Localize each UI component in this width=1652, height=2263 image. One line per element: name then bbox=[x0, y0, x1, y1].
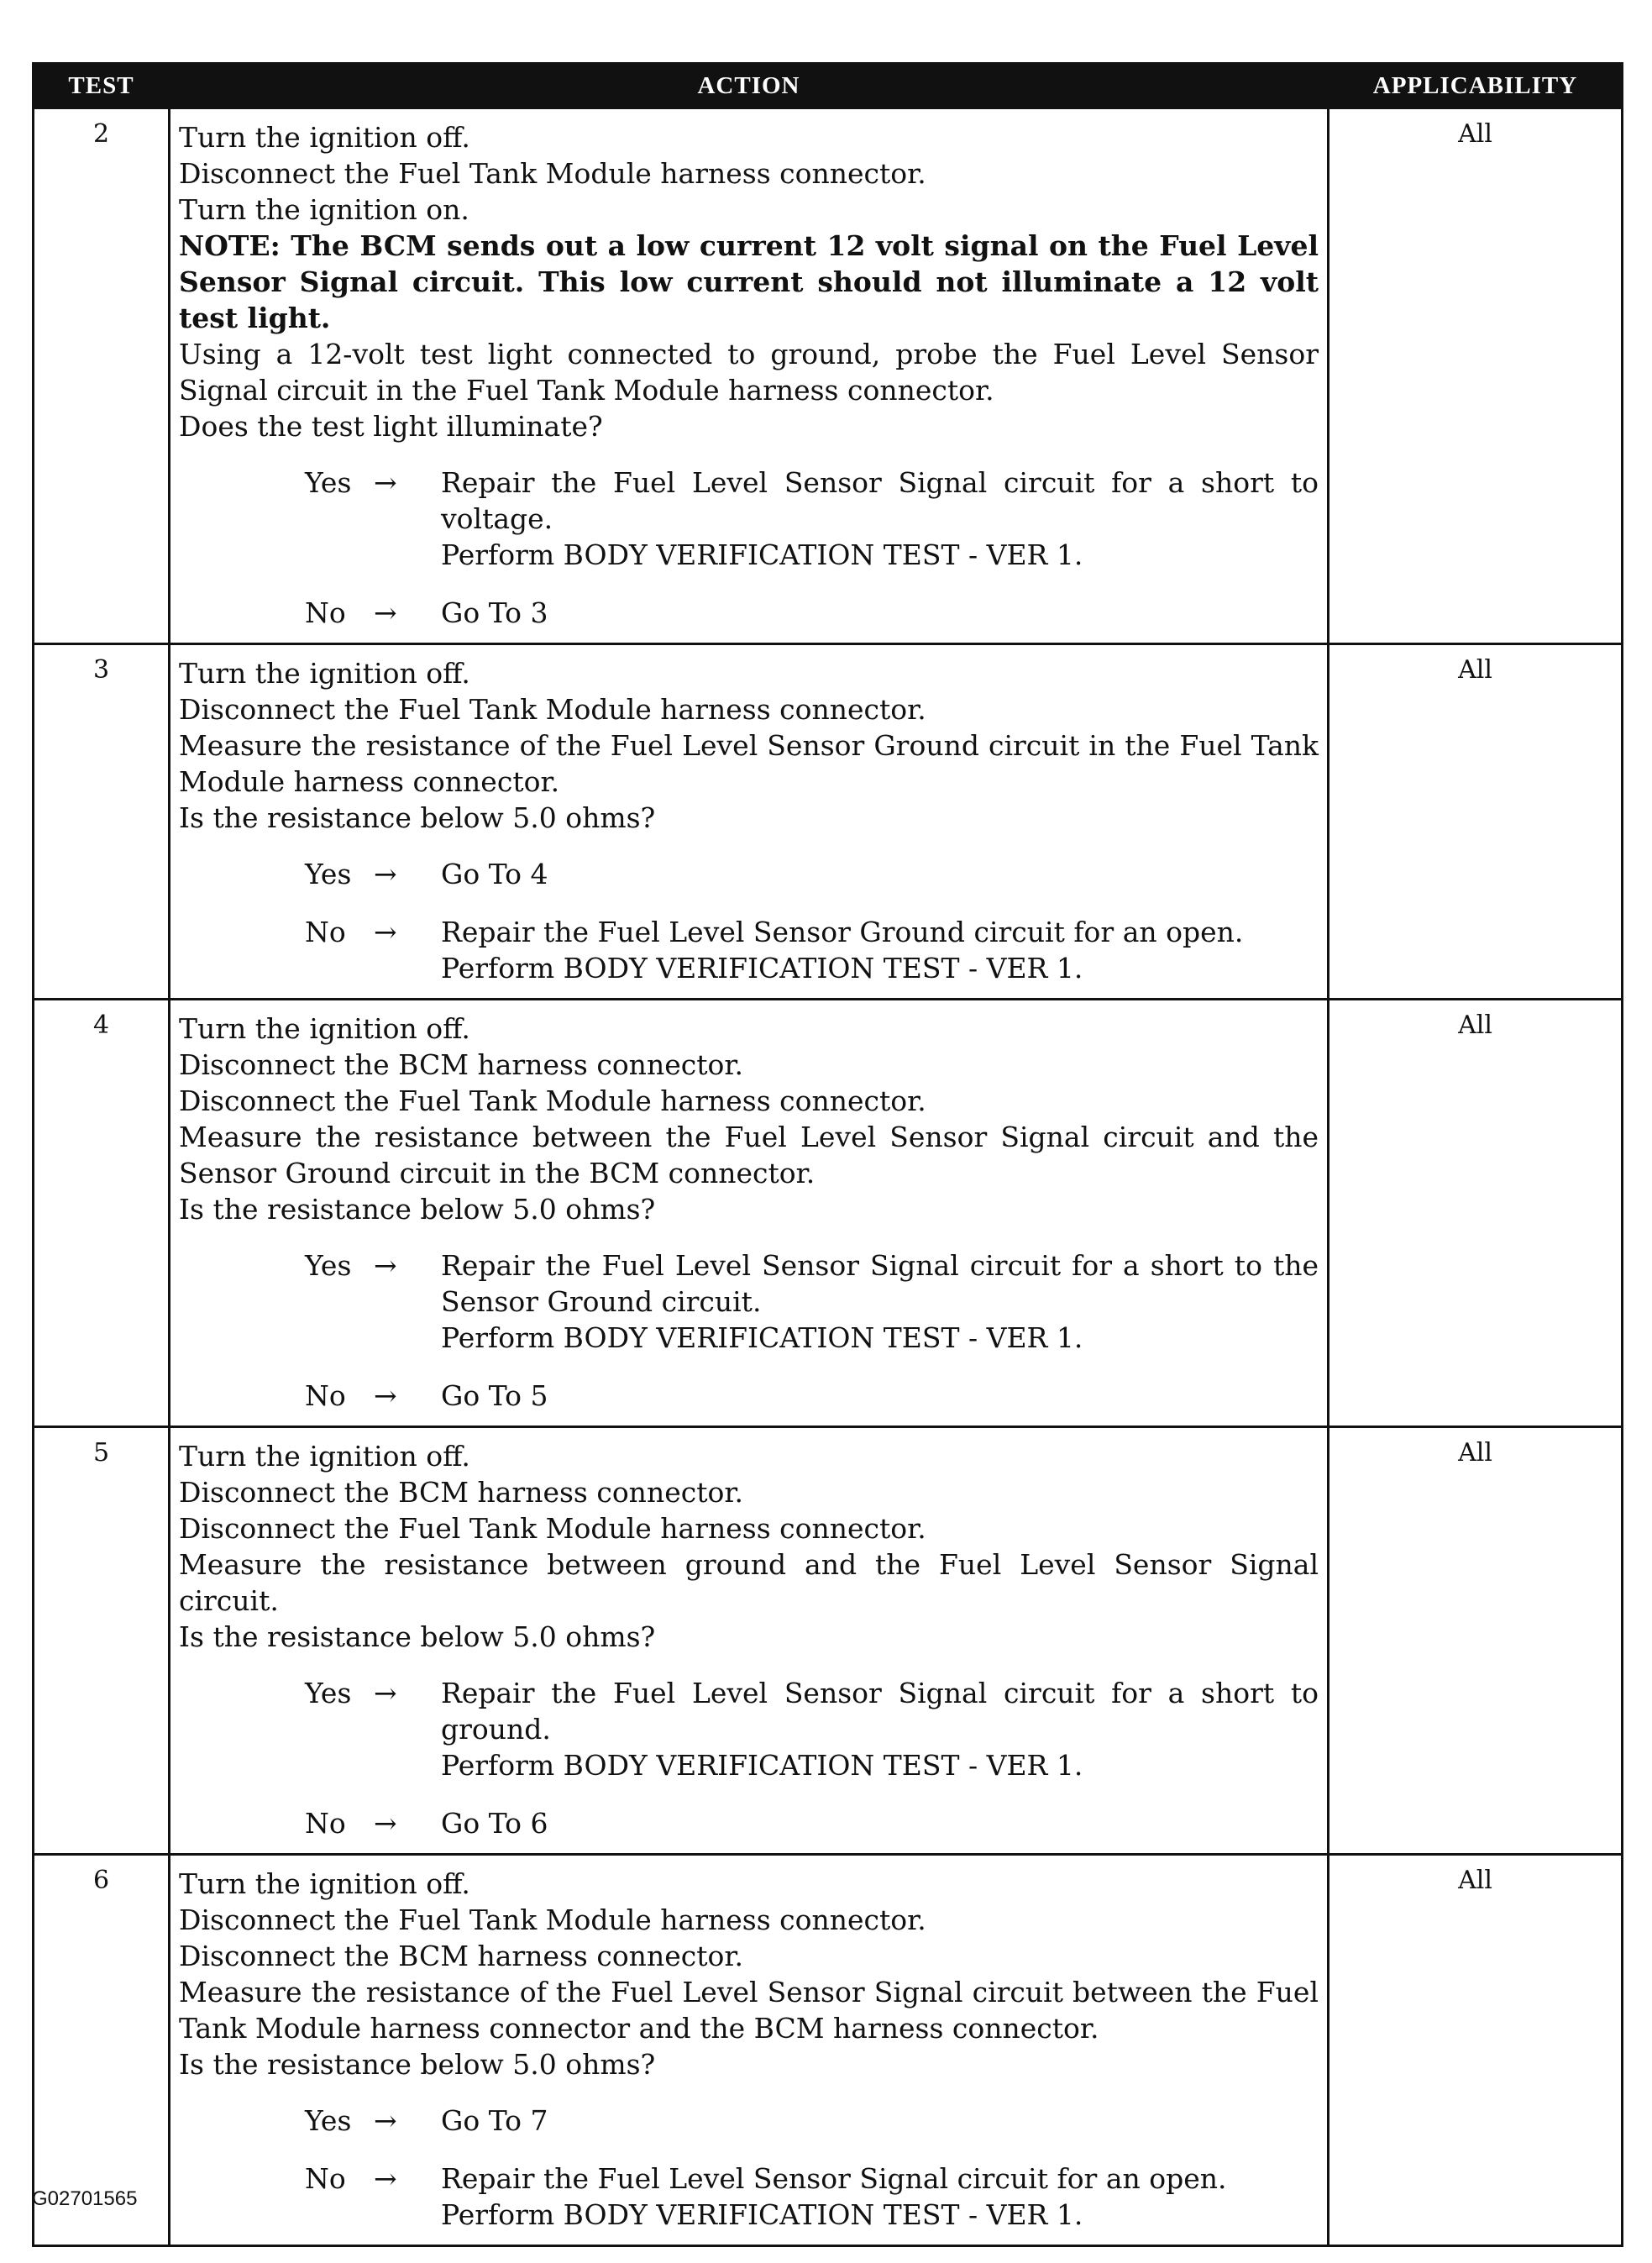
step-text: Measure the resistance of the Fuel Level Sensor Signal circuit between the Fuel Tank Module harness connector and the BCM harness connector. bbox=[179, 1976, 1319, 2045]
result-line: Perform BODY VERIFICATION TEST - VER 1. bbox=[441, 1321, 1083, 1354]
right-arrow-icon: → bbox=[374, 466, 397, 499]
outcome-yes bbox=[305, 465, 1319, 573]
step-text: Turn the ignition off. bbox=[179, 657, 470, 690]
step-text: Measure the resistance between the Fuel Level Sensor Signal circuit and the Sensor Ground circuit in the BCM connector. bbox=[179, 1121, 1319, 1189]
outcome-no bbox=[305, 1378, 1319, 1414]
header-action: ACTION bbox=[170, 64, 1329, 108]
step-text: Turn the ignition off. bbox=[179, 1867, 470, 1900]
step-text: Turn the ignition on. bbox=[179, 193, 469, 226]
step-text: Disconnect the Fuel Tank Module harness connector. bbox=[179, 1512, 926, 1545]
test-number: 5 bbox=[34, 1427, 170, 1855]
outcome-result bbox=[441, 465, 1319, 573]
step-text: Disconnect the BCM harness connector. bbox=[179, 1048, 743, 1081]
outcome-result bbox=[441, 914, 1319, 986]
test-number: 3 bbox=[34, 644, 170, 1000]
header-test: TEST bbox=[34, 64, 170, 108]
outcome-list bbox=[179, 856, 1319, 986]
diagnostic-test-table bbox=[32, 62, 1623, 2247]
outcome-no bbox=[305, 914, 1319, 986]
answer-label: No bbox=[305, 1379, 346, 1412]
table-header bbox=[34, 64, 1623, 108]
right-arrow-icon: → bbox=[374, 596, 397, 629]
applicability-value: All bbox=[1329, 108, 1623, 644]
table-row bbox=[34, 644, 1623, 1000]
result-line: Repair the Fuel Level Sensor Signal circuit for a short to the Sensor Ground circuit. bbox=[441, 1249, 1319, 1318]
outcome-list bbox=[179, 1675, 1319, 1841]
header-applicability: APPLICABILITY bbox=[1329, 64, 1623, 108]
step-text: Is the resistance below 5.0 ohms? bbox=[179, 1620, 656, 1653]
result-line: Repair the Fuel Level Sensor Ground circuit for an open. bbox=[441, 916, 1244, 948]
applicability-value: All bbox=[1329, 1427, 1623, 1855]
outcome-result bbox=[441, 2103, 1319, 2139]
right-arrow-icon: → bbox=[374, 1249, 397, 1282]
test-number: 4 bbox=[34, 1000, 170, 1427]
outcome-result bbox=[441, 1247, 1319, 1356]
outcome-no bbox=[305, 1805, 1319, 1841]
outcome-yes bbox=[305, 1675, 1319, 1783]
answer-label: Yes bbox=[305, 466, 352, 499]
step-text: Does the test light illuminate? bbox=[179, 410, 603, 443]
outcome-list bbox=[179, 2103, 1319, 2233]
result-line: Go To 4 bbox=[441, 858, 548, 890]
step-text: Measure the resistance of the Fuel Level Sensor Ground circuit in the Fuel Tank Module harness connector. bbox=[179, 729, 1319, 798]
result-line: Perform BODY VERIFICATION TEST - VER 1. bbox=[441, 1749, 1083, 1782]
step-text: Disconnect the Fuel Tank Module harness connector. bbox=[179, 1084, 926, 1117]
answer-label: No bbox=[305, 596, 346, 629]
answer-label: Yes bbox=[305, 2104, 352, 2137]
test-number: 2 bbox=[34, 108, 170, 644]
outcome-list bbox=[179, 465, 1319, 631]
right-arrow-icon: → bbox=[374, 1379, 397, 1412]
outcome-result bbox=[441, 2161, 1319, 2233]
figure-code: G02701565 bbox=[32, 2187, 138, 2210]
result-line: Perform BODY VERIFICATION TEST - VER 1. bbox=[441, 538, 1083, 571]
step-text: Turn the ignition off. bbox=[179, 1440, 470, 1473]
outcome-yes bbox=[305, 2103, 1319, 2139]
action-cell bbox=[170, 1855, 1329, 2246]
action-cell bbox=[170, 644, 1329, 1000]
result-line: Perform BODY VERIFICATION TEST - VER 1. bbox=[441, 2198, 1083, 2231]
step-text: Is the resistance below 5.0 ohms? bbox=[179, 1193, 656, 1226]
step-text: Turn the ignition off. bbox=[179, 1012, 470, 1045]
step-text: Is the resistance below 5.0 ohms? bbox=[179, 801, 656, 834]
outcome-result bbox=[441, 595, 1319, 631]
outcome-result bbox=[441, 1805, 1319, 1841]
result-line: Go To 6 bbox=[441, 1807, 548, 1840]
step-text: Disconnect the Fuel Tank Module harness connector. bbox=[179, 1903, 926, 1936]
answer-label: Yes bbox=[305, 858, 352, 890]
outcome-result bbox=[441, 1378, 1319, 1414]
result-line: Perform BODY VERIFICATION TEST - VER 1. bbox=[441, 952, 1083, 984]
result-line: Repair the Fuel Level Sensor Signal circuit for a short to voltage. bbox=[441, 466, 1319, 535]
result-line: Repair the Fuel Level Sensor Signal circuit for an open. bbox=[441, 2162, 1227, 2195]
step-text: Disconnect the BCM harness connector. bbox=[179, 1476, 743, 1509]
outcome-list bbox=[179, 1247, 1319, 1414]
answer-label: Yes bbox=[305, 1677, 352, 1709]
result-line: Repair the Fuel Level Sensor Signal circuit for a short to ground. bbox=[441, 1677, 1319, 1746]
right-arrow-icon: → bbox=[374, 1807, 397, 1840]
outcome-yes bbox=[305, 856, 1319, 892]
outcome-no bbox=[305, 595, 1319, 631]
answer-label: No bbox=[305, 916, 346, 948]
table-row bbox=[34, 108, 1623, 644]
step-text: Using a 12-volt test light connected to ground, probe the Fuel Level Sensor Signal circuit in the Fuel Tank Module harness connector. bbox=[179, 338, 1319, 407]
answer-label: No bbox=[305, 1807, 346, 1840]
table-row bbox=[34, 1000, 1623, 1427]
applicability-value: All bbox=[1329, 1000, 1623, 1427]
right-arrow-icon: → bbox=[374, 916, 397, 948]
outcome-result bbox=[441, 1675, 1319, 1783]
table-row bbox=[34, 1427, 1623, 1855]
step-text: Is the resistance below 5.0 ohms? bbox=[179, 2048, 656, 2081]
applicability-value: All bbox=[1329, 1855, 1623, 2246]
applicability-value: All bbox=[1329, 644, 1623, 1000]
right-arrow-icon: → bbox=[374, 858, 397, 890]
outcome-result bbox=[441, 856, 1319, 892]
action-cell bbox=[170, 108, 1329, 644]
step-text: Measure the resistance between ground and the Fuel Level Sensor Signal circuit. bbox=[179, 1548, 1319, 1617]
test-number: 6 bbox=[34, 1855, 170, 2246]
answer-label: Yes bbox=[305, 1249, 352, 1282]
outcome-no bbox=[305, 2161, 1319, 2233]
right-arrow-icon: → bbox=[374, 2104, 397, 2137]
outcome-yes bbox=[305, 1247, 1319, 1356]
result-line: Go To 7 bbox=[441, 2104, 548, 2137]
note-text: NOTE: The BCM sends out a low current 12 volt signal on the Fuel Level Sensor Signal circuit. This low current should not illuminate a 12 volt test light. bbox=[179, 229, 1319, 334]
result-line: Go To 5 bbox=[441, 1379, 548, 1412]
answer-label: No bbox=[305, 2162, 346, 2195]
table-row bbox=[34, 1855, 1623, 2246]
step-text: Disconnect the Fuel Tank Module harness connector. bbox=[179, 157, 926, 190]
table-body bbox=[34, 108, 1623, 2246]
step-text: Disconnect the BCM harness connector. bbox=[179, 1940, 743, 1972]
result-line: Go To 3 bbox=[441, 596, 548, 629]
action-cell bbox=[170, 1427, 1329, 1855]
action-cell bbox=[170, 1000, 1329, 1427]
right-arrow-icon: → bbox=[374, 2162, 397, 2195]
step-text: Turn the ignition off. bbox=[179, 121, 470, 154]
step-text: Disconnect the Fuel Tank Module harness connector. bbox=[179, 693, 926, 726]
right-arrow-icon: → bbox=[374, 1677, 397, 1709]
